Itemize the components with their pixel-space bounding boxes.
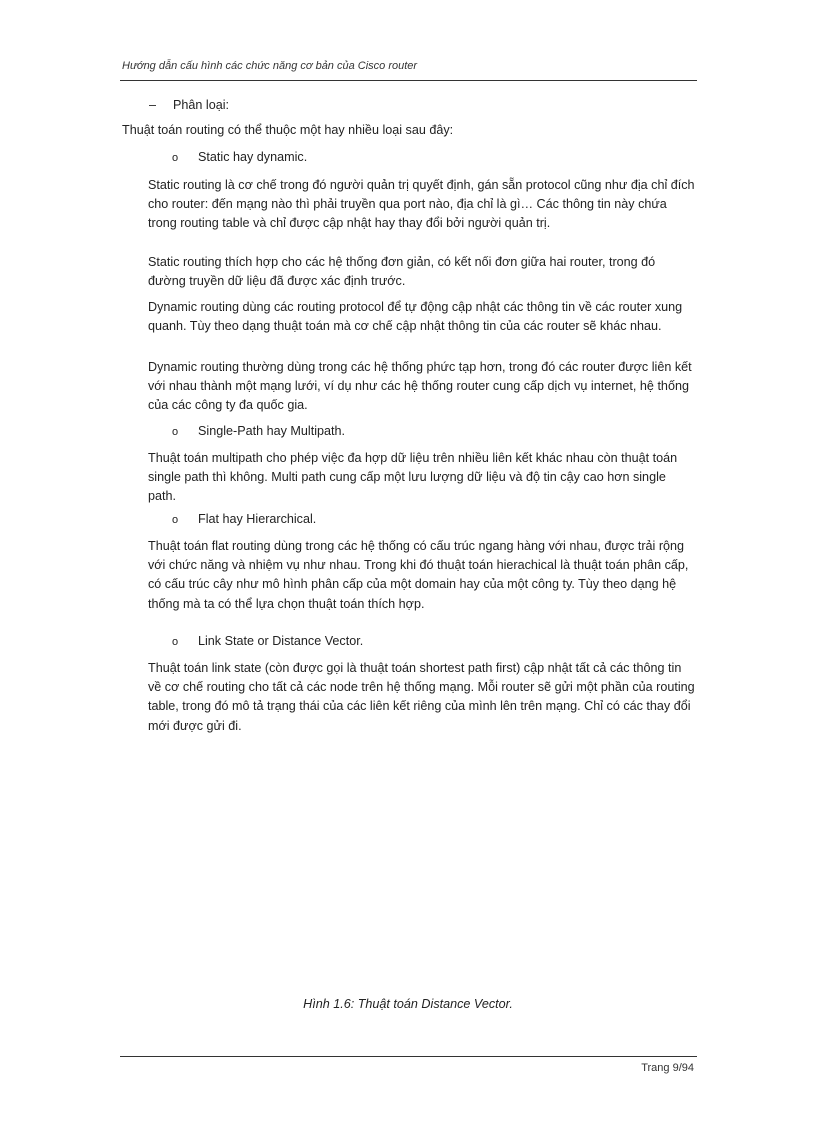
bullet-item-link-state bbox=[172, 632, 363, 652]
running-header-title: Hướng dẫn cấu hình các chức năng cơ bản của Cisco router bbox=[122, 60, 418, 72]
page-number: Trang 9/94 bbox=[641, 1062, 694, 1074]
bullet-item-single-multipath bbox=[172, 422, 345, 442]
paragraph-dynamic-use: Dynamic routing thường dùng trong các hệ thống phức tạp hơn, trong đó các router được liên kết với nhau thành một mạng lưới, ví dụ như các hệ thống router cung cấp dịch vụ internet, hệ thống của các công ty đa quốc gia. bbox=[148, 360, 692, 413]
circle-bullet-icon: o bbox=[172, 636, 179, 648]
circle-bullet-icon: o bbox=[172, 426, 179, 438]
paragraph-flat-routing: Thuật toán flat routing dùng trong các hệ thống có cấu trúc ngang hàng với nhau, được trải rộng với chức năng và nhiệm vụ như nhau. Trong khi đó thuật toán hierachical là thuật toán phân cấp, có cấu trúc cây như mô hình phân cấp của một domain hay của một công ty. Tùy theo dạng hệ thống mà ta có thể lựa chọn thuật toán thích hợp. bbox=[148, 539, 689, 611]
bullet-title: Static hay dynamic. bbox=[198, 150, 308, 164]
section-heading bbox=[149, 96, 229, 115]
paragraph-dynamic-routing: Dynamic routing dùng các routing protocol để tự động cập nhật các thông tin về các router xung quanh. Tùy theo dạng thuật toán mà cơ chế cập nhật thông tin của các router sẽ khác nhau. bbox=[148, 300, 683, 334]
bullet-title: Single-Path hay Multipath. bbox=[198, 424, 346, 438]
paragraph-static-routing: Static routing là cơ chế trong đó người quản trị quyết định, gán sẵn protocol cũng như địa chỉ đích cho router: đến mạng nào thì phải truyền qua port nào, địa chỉ là gì… Các thông tin này chứa trong routing table và chỉ được cập nhật hay thay đổi bởi người quản trị. bbox=[148, 178, 695, 231]
bullet-title: Link State or Distance Vector. bbox=[198, 634, 364, 648]
dash-bullet-icon: – bbox=[149, 98, 157, 112]
paragraph-static-use: Static routing thích hợp cho các hệ thống đơn giản, có kết nối đơn giữa hai router, trong đó đường truyền dữ liệu đã được xác định trước. bbox=[148, 255, 656, 289]
paragraph-multipath: Thuật toán multipath cho phép việc đa hợp dữ liệu trên nhiều liên kết khác nhau còn thuật toán single path thì không. Multi path cung cấp một lưu lượng dữ liệu và độ tin cậy cao hơn single path. bbox=[148, 451, 678, 504]
figure-caption: Hình 1.6: Thuật toán Distance Vector. bbox=[303, 997, 513, 1011]
bullet-title: Flat hay Hierarchical. bbox=[198, 512, 317, 526]
section-heading-label: Phân loại: bbox=[173, 98, 230, 112]
paragraph-link-state: Thuật toán link state (còn được gọi là thuật toán shortest path first) cập nhật tất cả các thông tin về cơ chế routing cho tất cả các node trên hệ thống mạng. Mỗi router sẽ gửi một phần của routing table, trong đó mô tả trạng thái của các liên kết riêng của mình lên trên mạng. Chỉ có các thay đổi mới được gửi đi. bbox=[148, 661, 695, 733]
bullet-item-static-dynamic bbox=[172, 148, 307, 168]
section-intro: Thuật toán routing có thể thuộc một hay nhiều loại sau đây: bbox=[122, 123, 454, 137]
circle-bullet-icon: o bbox=[172, 514, 179, 526]
header-divider bbox=[120, 80, 697, 81]
bullet-item-flat-hierarchical bbox=[172, 510, 316, 530]
footer-divider bbox=[120, 1056, 697, 1057]
circle-bullet-icon: o bbox=[172, 152, 179, 164]
